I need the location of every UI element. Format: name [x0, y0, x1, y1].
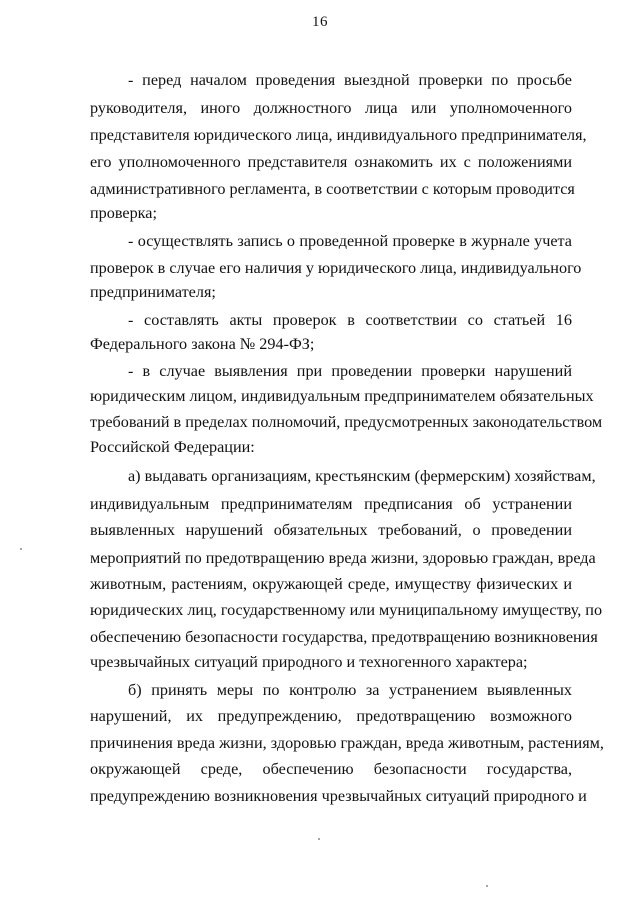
- text-line: обеспечению безопасности государства, предотвращению возникновения: [90, 628, 598, 646]
- text-line: представителя юридического лица, индивидуального предпринимателя,: [90, 126, 587, 144]
- text-line: мероприятий по предотвращению вреда жизни, здоровью граждан, вреда: [90, 549, 596, 567]
- text-line: требований в пределах полномочий, предусмотренных законодательством: [90, 413, 603, 431]
- text-line: б) принять меры по контролю за устранением выявленных: [128, 681, 572, 699]
- text-line: причинения вреда жизни, здоровью граждан, вреда животным, растениям,: [90, 734, 604, 752]
- scan-speck: [20, 548, 22, 550]
- text-line: нарушений, их предупреждению, предотвращению возможного: [90, 707, 572, 725]
- text-line: проверка;: [90, 204, 157, 222]
- text-line: предпринимателя;: [90, 283, 216, 301]
- text-line: юридическим лицом, индивидуальным предпринимателем обязательных: [90, 387, 594, 405]
- text-line: - в случае выявления при проведении проверки нарушений: [128, 362, 572, 380]
- text-line: административного регламента, в соответствии с которым проводится: [90, 180, 575, 198]
- text-line: - перед началом проведения выездной проверки по просьбе: [128, 71, 572, 89]
- scan-speck: [486, 885, 488, 887]
- text-line: чрезвычайных ситуаций природного и техногенного характера;: [90, 653, 528, 671]
- text-line: - осуществлять запись о проведенной проверке в журнале учета: [128, 232, 572, 250]
- text-line: проверок в случае его наличия у юридического лица, индивидуального: [90, 259, 582, 277]
- text-line: а) выдавать организациям, крестьянским (фермерским) хозяйствам,: [128, 467, 596, 485]
- scan-speck: [318, 838, 320, 840]
- text-line: руководителя, иного должностного лица или уполномоченного: [90, 99, 572, 117]
- text-line: окружающей среде, обеспечению безопасности государства,: [90, 760, 572, 778]
- text-line: предупреждению возникновения чрезвычайных ситуаций природного и: [90, 787, 587, 805]
- text-line: животным, растениям, окружающей среде, имуществу физических и: [90, 575, 572, 593]
- text-line: - составлять акты проверок в соответствии со статьей 16: [128, 311, 572, 329]
- text-line: его уполномоченного представителя ознакомить их с положениями: [90, 153, 572, 171]
- text-line: юридических лиц, государственному или муниципальному имуществу, по: [90, 601, 603, 619]
- text-line: индивидуальным предпринимателям предписания об устранении: [90, 495, 572, 513]
- text-line: выявленных нарушений обязательных требований, о проведении: [90, 521, 572, 539]
- text-line: Федерального закона № 294-ФЗ;: [90, 335, 315, 353]
- page-number: 16: [312, 14, 328, 30]
- text-line: Российской Федерации:: [90, 438, 255, 456]
